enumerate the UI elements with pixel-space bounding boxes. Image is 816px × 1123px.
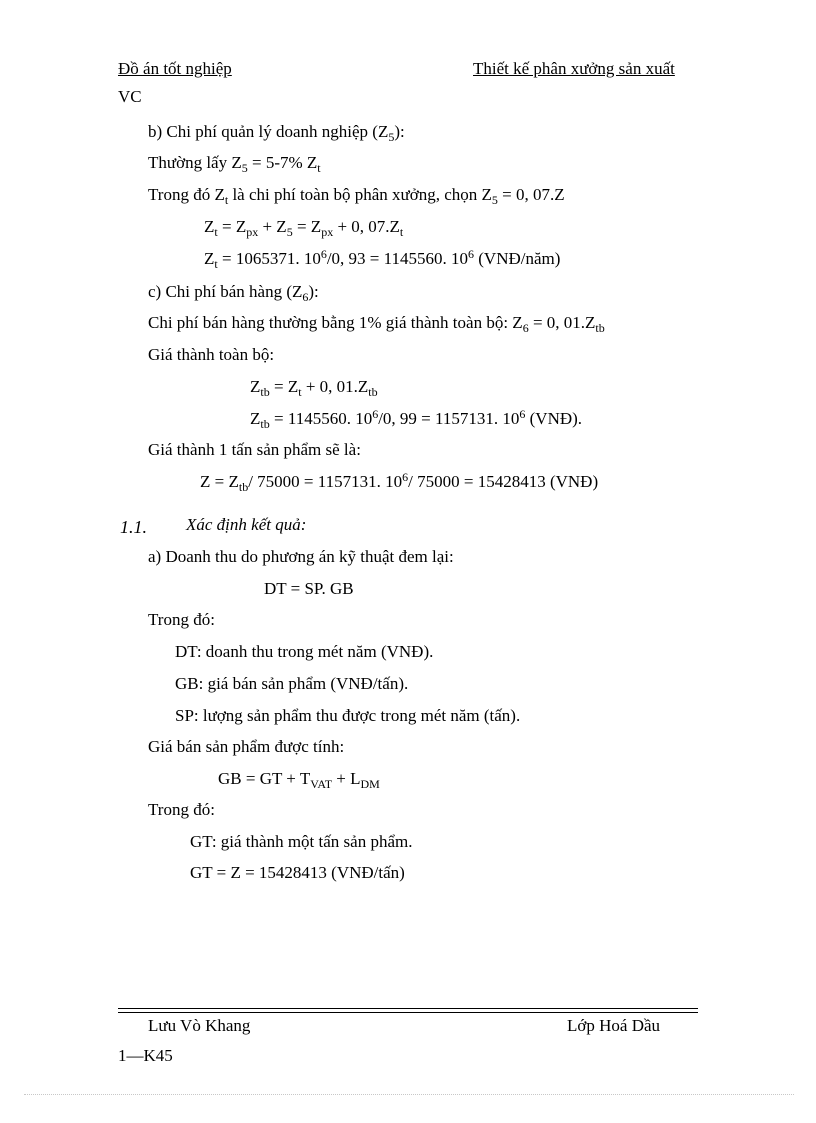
a-heading: a) Doanh thu do phương án kỹ thuật đem lại: (148, 547, 454, 566)
dt-formula: DT = SP. GB (264, 579, 354, 598)
c-heading: c) Chi phí bán hàng $(Z_6)$: (148, 282, 319, 304)
page-bottom-divider (24, 1094, 794, 1095)
footer-rule-top (118, 1008, 698, 1009)
dt-definition: DT: doanh thu trong mét năm (VNĐ). (175, 642, 434, 661)
footer-author: Lưu Vò Khang (148, 1016, 251, 1035)
gb-calc-label: Giá bán sản phẩm được tính: (148, 737, 345, 756)
section-title: Xác định kết quả: (186, 515, 307, 534)
formula-ztb: $Z_{tb} = Z_t + 0$, $01.Z_{tb}$ (250, 377, 378, 399)
footer-cohort: 1—K45 (118, 1046, 173, 1065)
header-continuation: VC (118, 87, 142, 106)
gt-value: GT = Z = 15428413 (VNĐ/tấn) (190, 863, 405, 882)
section-number: 1.1. (120, 517, 147, 537)
where-line: Trong đó $Z_t$ là chi phí toàn bộ phân xưởng, chọn $Z_5 = 0$, 07.Z (148, 185, 565, 207)
sp-definition: SP: lượng sản phẩm thu được trong mét năm (tấn). (175, 706, 521, 725)
header-right: Thiết kế phân xưởng sản xuất (473, 59, 675, 78)
footer-class: Lớp Hoá Dầu (567, 1016, 661, 1035)
where2-label: Trong đó: (148, 610, 215, 629)
footer-rule-bottom (118, 1012, 698, 1013)
usually-line: Thường lấy $Z_5 = 5-7\%$ $Z_t$ (148, 153, 321, 175)
gt-definition: GT: giá thành một tấn sản phẩm. (190, 832, 413, 851)
formula-zt: $Z_t = Z_{px} + Z_5 = Z_{px} + 0$, $07.Z_t$ (204, 217, 404, 239)
total-label: Giá thành toàn bộ: (148, 345, 275, 364)
formula-z-per-ton: $Z = Z_{tb}/$ 75000 = 1157131. $10^6/$ 75000 = 15428413 (VNĐ) (200, 470, 599, 494)
where3-label: Trong đó: (148, 800, 215, 819)
ton-label: Giá thành 1 tấn sản phẩm sẽ là: (148, 440, 361, 459)
header-left: Đồ án tốt nghiệp (118, 59, 232, 78)
formula-ztb-value: $Z_{tb} = 1145560$. $10^6/0$, 99 = 1157131. $10^6$ (VNĐ). (250, 407, 583, 431)
b-heading: b) Chi phí quản lý doanh nghiệp $(Z_5)$: (148, 122, 405, 144)
gb-formula: GB = GT + $T_{VAT} + L_{DM}$ (218, 769, 380, 791)
formula-zt-value: $Z_t = 1065371$. $10^6/0$, 93 = 1145560. $10^6$ (VNĐ/năm) (204, 247, 561, 271)
sales-line: Chi phí bán hàng thường bằng 1% giá thành toàn bộ: $Z_6 = 0$, $01.Z_{tb}$ (148, 313, 605, 335)
gb-definition: GB: giá bán sản phẩm (VNĐ/tấn). (175, 674, 409, 693)
